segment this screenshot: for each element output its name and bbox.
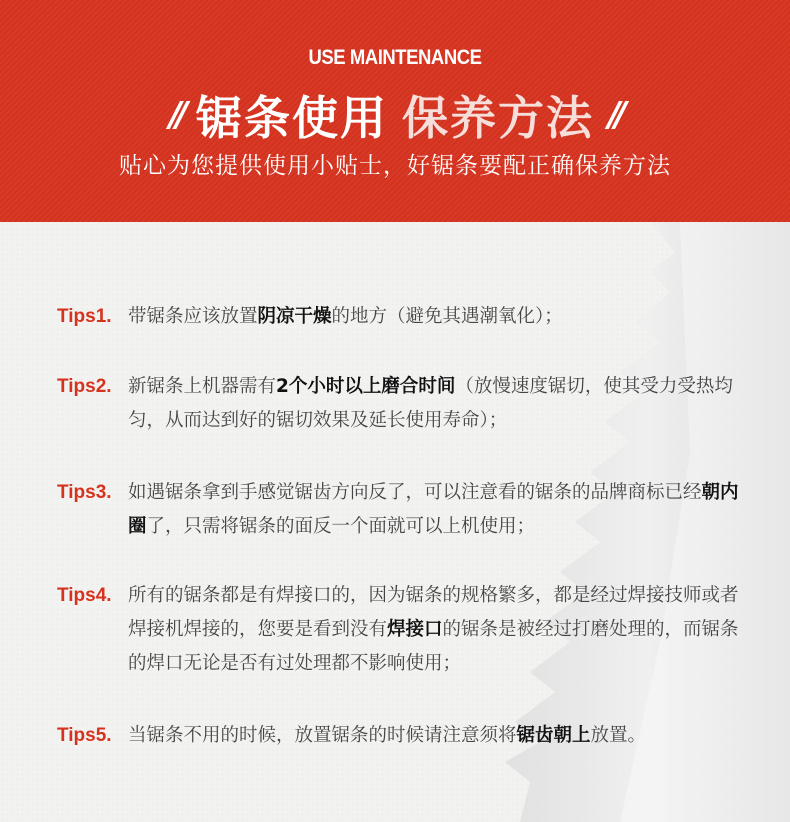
tip-text <box>128 719 748 753</box>
tip-text-post: （放慢速度锯切，使其受力受热均匀，从而达到好的锯切效果及延长使用寿命）； <box>128 376 733 431</box>
tip-label: Tips3. <box>57 482 112 503</box>
tip-label: Tips1. <box>57 306 112 327</box>
slash-decoration-right: // <box>608 95 621 135</box>
tip-text <box>128 300 748 334</box>
slash-decoration-left: // <box>169 95 182 135</box>
tip-label: Tips2. <box>57 376 112 397</box>
tip-text-pre: 带锯条应该放置 <box>128 306 258 327</box>
tip-text-bold: 锯齿朝上 <box>516 725 591 746</box>
tip-text-bold: 阴凉干燥 <box>257 306 332 327</box>
tips-section <box>0 222 790 822</box>
banner-subtitle: USE MAINTENANCE <box>308 46 482 69</box>
tip-text <box>128 579 748 681</box>
tip-text-post: 的地方（避免其遇潮氧化）； <box>331 306 563 327</box>
tip-text-bold: 2个小时以上磨合时间 <box>276 376 456 397</box>
header-banner <box>0 0 790 222</box>
tip-text-post: 的锯条是被经过打磨处理的，而锯条的焊口无论是否有过处理都不影响使用； <box>128 619 739 674</box>
title-part-1: 锯条使用 <box>196 91 388 145</box>
tip-text-pre: 当锯条不用的时候，放置锯条的时候请注意须将 <box>128 725 517 746</box>
tip-text <box>128 476 748 544</box>
tip-text-post: 放置。 <box>590 725 647 746</box>
tip-text-post: 了，只需将锯条的面反一个面就可以上机使用； <box>146 516 536 537</box>
tip-label: Tips4. <box>57 585 112 606</box>
tip-text-pre: 所有的锯条都是有焊接口的，因为锯条的规格繁多，都是经过焊接技师或者焊接机焊接的，您要是看到没有 <box>128 585 739 640</box>
tip-text-bold: 朝内圈 <box>128 482 739 537</box>
tip-text-pre: 新锯条上机器需有 <box>128 376 277 397</box>
tip-text <box>128 370 748 438</box>
banner-title <box>0 82 790 148</box>
tip-label: Tips5. <box>57 725 112 746</box>
tip-text-bold: 焊接口 <box>387 619 443 640</box>
tip-text-pre: 如遇锯条拿到手感觉锯齿方向反了，可以注意看的锯条的品牌商标已经 <box>128 482 702 503</box>
title-part-2: 保养方法 <box>402 91 594 145</box>
banner-tagline: 贴心为您提供使用小贴士，好锯条要配正确保养方法 <box>119 153 671 179</box>
